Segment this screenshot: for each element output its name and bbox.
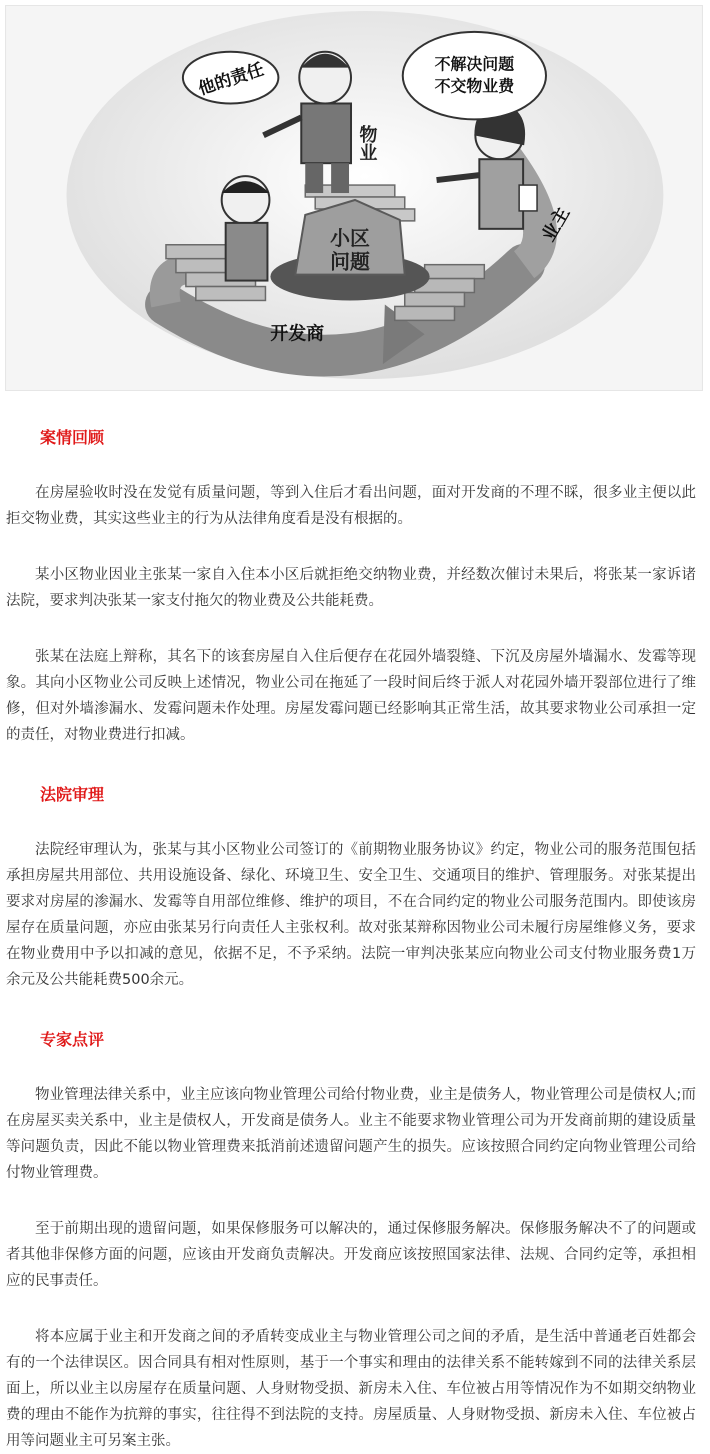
label-owner: 业主 [538,203,575,246]
paragraph: 将本应属于业主和开发商之间的矛盾转变成业主与物业管理公司之间的矛盾，是生活中普通老百姓都会有的一个法律误区。因合同具有相对性原则，基于一个事实和理由的法律关系不能转嫁到不同的法律关系层面上，所以业主以房屋存在质量问题、人身财物受损、新房未入住、车位被占用等情况作为不如期交纳物业费的理由不能作为抗辩的事实，往往得不到法院的支持。房屋质量、人身财物受损、新房未入住、车位被占用等问题业主可另案主张。 [6,1329,696,1449]
bubble-right-line1: 不解决问题 [434,54,515,74]
label-developer: 开发商 [270,323,325,345]
center-label-line1: 小区 [330,226,370,250]
paragraph: 张某在法庭上辩称，其名下的该套房屋自入住后便存在花园外墙裂缝、下沉及房屋外墙漏水、发霉等现象。其向小区物业公司反映上述情况，物业公司在拖延了一段时间后终于派人对花园外墙开裂部位进行了维修，但对外墙渗漏水、发霉问题未作处理。房屋发霉问题已经影响其正常生活，故其要求物业公司承担一定的责任，对物业费进行扣减。 [6,649,696,743]
bubble-right-line2: 不交物业费 [434,76,515,96]
paragraph: 至于前期出现的遗留问题，如果保修服务可以解决的，通过保修服务解决。保修服务解决不了的问题或者其他非保修方面的问题，应该由开发商负责解决。开发商应该按照国家法律、法规、合同约定等，承担相应的民事责任。 [6,1221,696,1289]
cartoon-svg [6,6,702,390]
paragraph: 在房屋验收时没在发觉有质量问题，等到入住后才看出问题，面对开发商的不理不睬，很多业主便以此拒交物业费，其实这些业主的行为从法律角度看是没有根据的。 [6,485,696,527]
center-label-line2: 问题 [330,250,370,274]
label-property: 物业 [356,125,378,162]
section-heading-court-trial: 法院审理 [40,785,105,804]
paragraph: 物业管理法律关系中，业主应该向物业管理公司给付物业费，业主是债务人，物业管理公司是债权人;而在房屋买卖关系中，业主是债权人，开发商是债务人。业主不能要求物业管理公司为开发商前期的建设质量等问题负责，因此不能以物业管理费来抵消前述遗留问题产生的损失。应该按照合同约定向物业管理公司给付物业管理费。 [6,1087,696,1181]
article-body [0,391,710,1454]
paragraph: 法院经审理认为，张某与其小区物业公司签订的《前期物业服务协议》约定，物业公司的服务范围包括承担房屋共用部位、共用设施设备、绿化、环境卫生、安全卫生、交通项目的维护、管理服务。对张某提出要求对房屋的渗漏水、发霉等自用部位维修、维护的项目，不在合同约定的物业公司服务范围内。即使该房屋存在质量问题，亦应由张某另行向责任人主张权利。故对张某辩称因物业公司未履行房屋维修义务，要求在物业费用中予以扣减的意见，依据不足，不予采纳。法院一审判决张某应向物业公司支付物业服务费1万余元及公共能耗费500余元。 [6,842,696,988]
section-heading-case-review: 案情回顾 [40,428,105,447]
paragraph: 某小区物业因业主张某一家自入住本小区后就拒绝交纳物业费，并经数次催讨未果后，将张某一家诉诸法院，要求判决张某一家支付拖欠的物业费及公共能耗费。 [6,567,696,609]
bubble-left-text: 他的责任 [195,58,267,99]
developer-figure [222,176,270,280]
section-heading-expert-review: 专家点评 [40,1030,105,1049]
cartoon-illustration [5,5,703,391]
